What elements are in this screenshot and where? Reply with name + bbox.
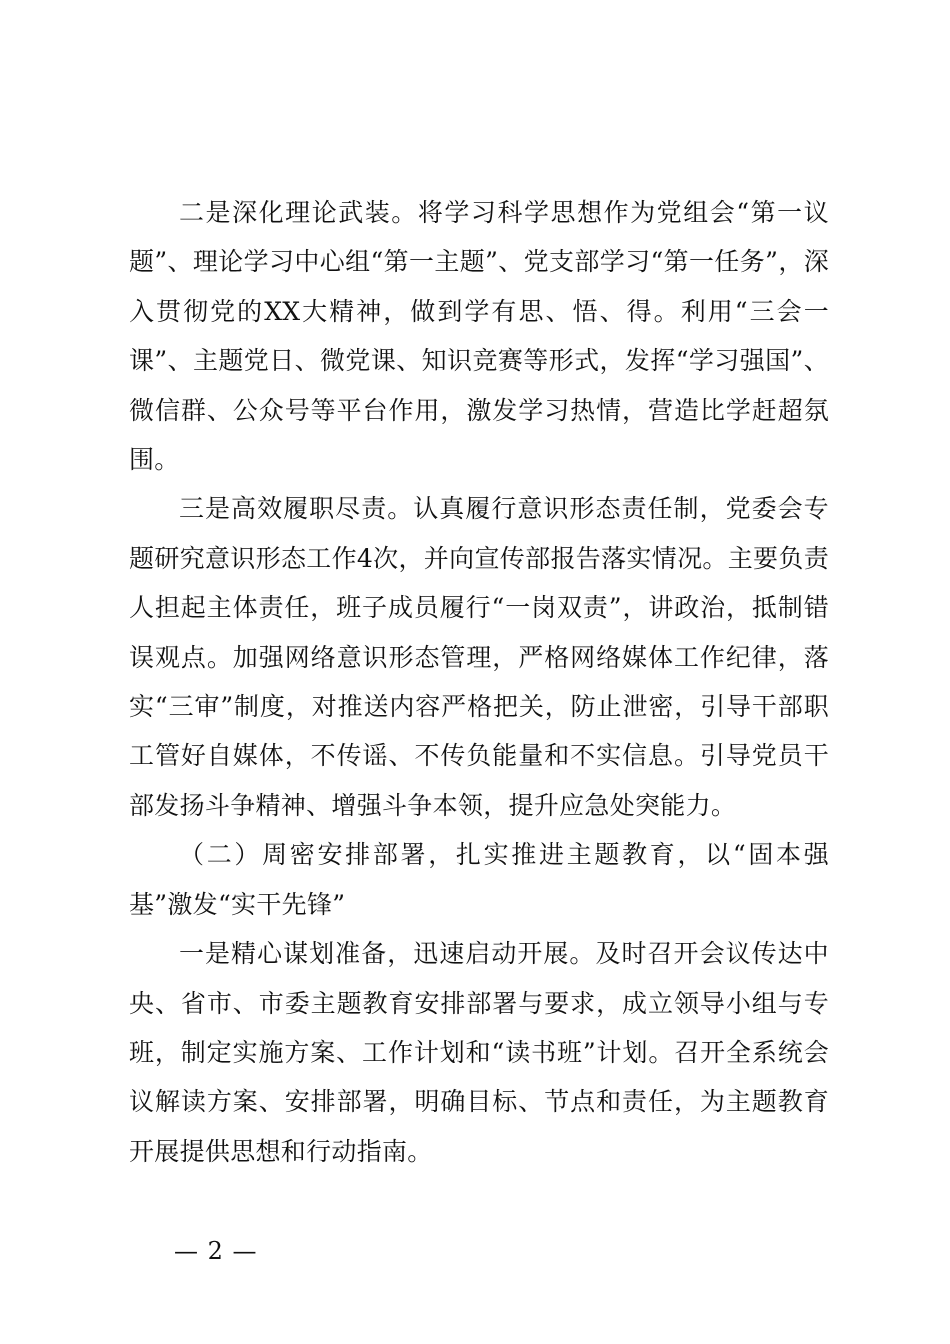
document-body [129, 188, 829, 1176]
paragraph-fulfil-duties: 三是高效履职尽责。认真履行意识形态责任制，党委会专题研究意识形态工作4次，并向宣传部报告落实情况。主要负责人担起主体责任，班子成员履行“一岗双责”，讲政治，抵制错误观点。加强网络意识形态管理，严格网络媒体工作纪律，落实“三审”制度，对推送内容严格把关，防止泄密，引导干部职工管好自媒体，不传谣、不传负能量和不实信息。引导党员干部发扬斗争精神、增强斗争本领，提升应急处突能力。 [129, 494, 829, 820]
paragraph-planning-launch: 一是精心谋划准备，迅速启动开展。及时召开会议传达中央、省市、市委主题教育安排部署与要求，成立领导小组与专班，制定实施方案、工作计划和“读书班”计划。召开全系统会议解读方案、安排部署，明确目标、节点和责任，为主题教育开展提供思想和行动指南。 [129, 939, 829, 1166]
paragraph-deepen-theory: 二是深化理论武装。将学习科学思想作为党组会“第一议题”、理论学习中心组“第一主题”、党支部学习“第一任务”，深入贯彻党的XX大精神，做到学有思、悟、得。利用“三会一课”、主题党日、微党课、知识竞赛等形式，发挥“学习强国”、微信群、公众号等平台作用，激发学习热情，营造比学赶超氛围。 [129, 198, 829, 475]
page-number: — 2 — [174, 1237, 258, 1265]
section-heading-theme-education: （二）周密安排部署，扎实推进主题教育，以“固本强基”激发“实干先锋” [129, 840, 829, 919]
